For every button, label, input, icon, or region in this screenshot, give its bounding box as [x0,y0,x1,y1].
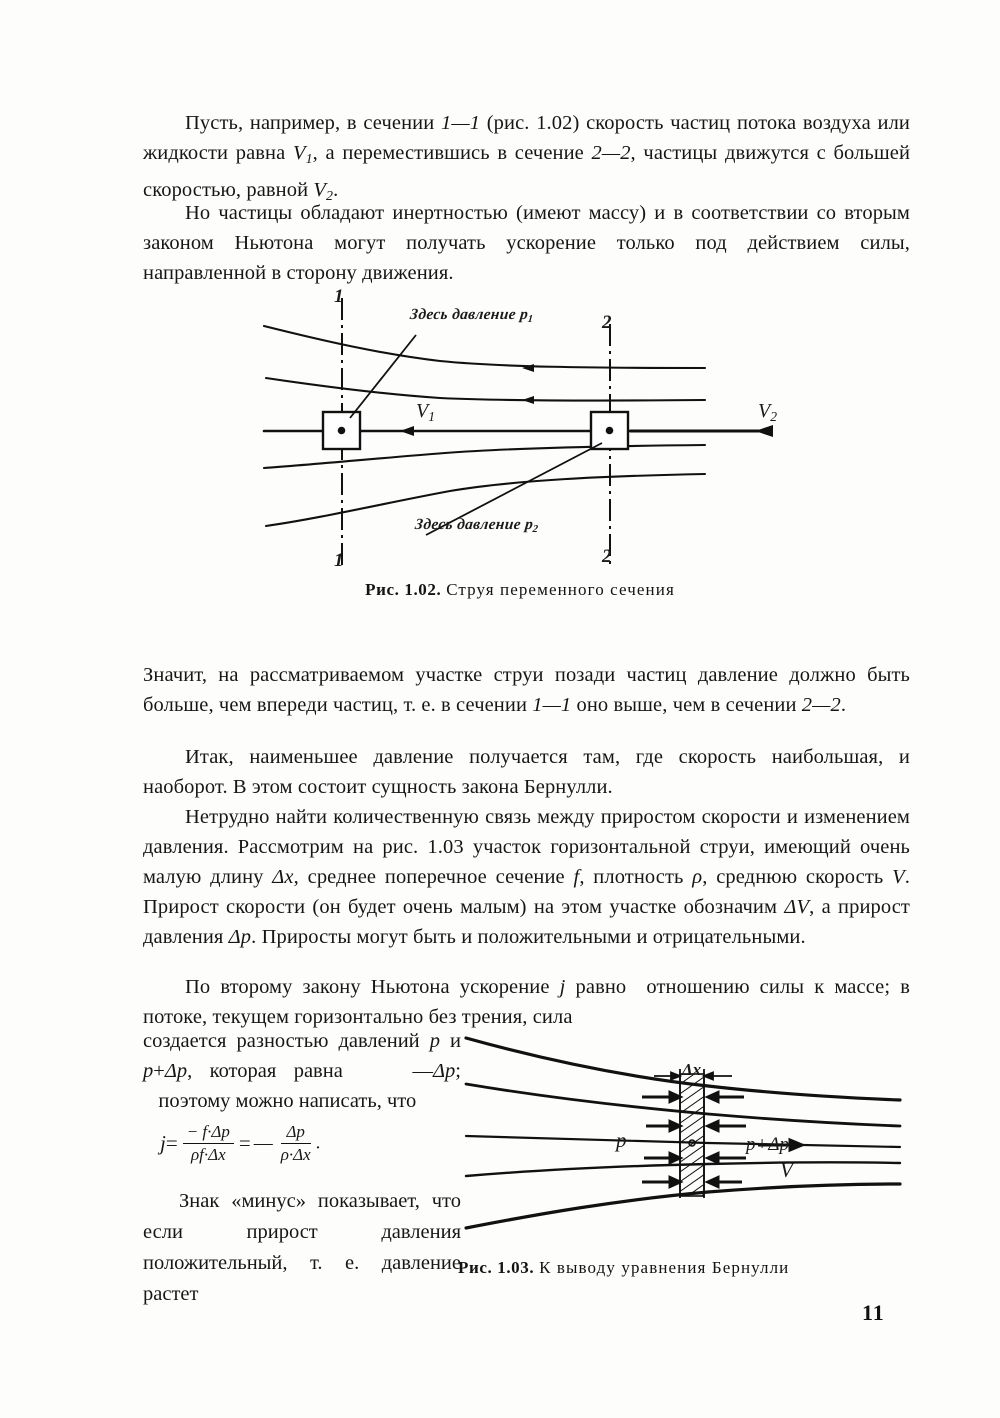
figure-1-02-caption-text: Струя переменного сечения [446,580,675,599]
figure-label-delta-x: Δx [682,1060,702,1079]
left-column-text-lower [143,1186,461,1310]
figure-label-velocity: V [780,1158,793,1182]
paragraph-block-3 [143,660,910,720]
annotation-p1-text: Здесь давление p [409,306,530,323]
left-column-text-upper [143,1026,461,1116]
paragraph-6: По второму закону Ньютона ускорение j равно отношению силы к массе; в потоке, текущем горизонтально без трения, сила [143,976,910,1028]
formula-fraction-1 [183,1122,234,1165]
velocity-2-symbol: V [758,400,771,422]
figure-annotation-pressure-2 [414,516,540,535]
control-volume-slab [680,1074,704,1196]
figure-1-02 [250,288,790,580]
page-number: 11 [862,1300,885,1325]
paragraph-1: Пусть, например, в сечении 1—1 (рис. 1.02) скорость частиц потока воздуха или жидкости равна $V_1$, а переместившись в сечение 2—2, частицы движутся с большей скоростью, равной $V_2$. [143,112,911,204]
paragraph-4: Итак, наименьшее давление получается там, где скорость наибольшая, и наоборот. В этом состоит сущность закона Бернулли. [143,746,910,798]
particle-dot-2 [606,427,614,435]
figure-label-velocity-1 [416,400,435,425]
paragraph-7: создается разностью давлений p и p+Δp, которая равна —Δp; поэтому можно написать, что [143,1030,461,1112]
formula-equals-1: = [165,1131,178,1155]
pressure-arrows-left [642,1093,680,1187]
formula-bernoulli-acceleration [160,1122,460,1184]
formula-minus-sign: — [253,1132,273,1154]
paragraph-2: Но частицы обладают инертностью (имеют массу) и в соответствии со вторым законом Ньютона могут получать ускорение только под действием силы, направленной в сторону движения. [143,202,910,284]
formula-period: . [315,1132,321,1154]
paragraph-5: Нетрудно найти количественную связь между приростом скорости и изменением давления. Рассмотрим на рис. 1.03 участок горизонтальной струи, имеющий очень малую длину Δx, среднее поперечное сечение f, плотность ρ, среднюю скорость V. Прирост скорости (он будет очень малым) на этом участке обозначим ΔV, а прирост давления Δp. Приросты могут быть и положительными и отрицательными. [143,806,910,948]
formula-lhs: j [160,1131,166,1155]
paragraph-block-5 [143,802,910,952]
formula-fraction-2-denominator: ρ·Δx [280,1145,311,1164]
figure-1-03-caption-text: К выводу уравнения Бернулли [539,1258,790,1277]
pressure-arrows-right [708,1093,746,1187]
figure-label-section2-top: 2 [602,312,612,333]
figure-label-velocity-2 [758,400,777,425]
paragraph-block-4 [143,742,910,802]
formula-equals-2: = [238,1131,251,1155]
particle-dot-1 [338,427,346,435]
figure-1-03 [458,1024,906,1256]
formula-fraction-1-denominator: ρf·Δx [190,1145,226,1164]
figure-label-section1-top: 1 [334,286,344,307]
figure-label-section1-bottom: 1 [334,550,344,571]
annotation-p2-text: Здесь давление p [414,516,535,533]
figure-1-03-caption [458,1258,906,1278]
annotation-p1-subscript: 1 [527,313,534,325]
velocity-2-subscript: 2 [770,408,778,424]
formula-fraction-1-numerator: − f·Δp [183,1122,234,1144]
figure-1-03-caption-number: Рис. 1.03. [458,1258,535,1277]
paragraph-3: Значит, на рассматриваемом участке струи позади частиц давление должно быть больше, чем впереди частиц, т. е. в сечении 1—1 оно выше, чем в сечении 2—2. [143,664,910,716]
formula-fraction-2-numerator: Δp [281,1122,311,1144]
figure-label-pressure-right: p+Δp [746,1134,789,1155]
paragraph-block-top [143,108,910,212]
figure-label-pressure-left: p [616,1128,627,1152]
velocity-1-symbol: V [416,400,429,422]
paragraph-block-6 [143,972,910,1032]
paragraph-8: Знак «минус» показывает, что если прирост давления положительный, т. е. давление растет [143,1190,461,1305]
paragraph-block-2 [143,198,910,288]
velocity-1-subscript: 1 [428,408,436,424]
figure-label-section2-bottom: 2 [602,546,612,567]
figure-1-02-caption-number: Рис. 1.02. [365,580,442,599]
velocity1-arrowhead [400,426,414,436]
annotation-p2-subscript: 2 [532,523,539,535]
figure-1-02-caption [250,580,790,600]
formula-fraction-2 [281,1122,311,1165]
figure-annotation-pressure-1 [409,306,535,325]
